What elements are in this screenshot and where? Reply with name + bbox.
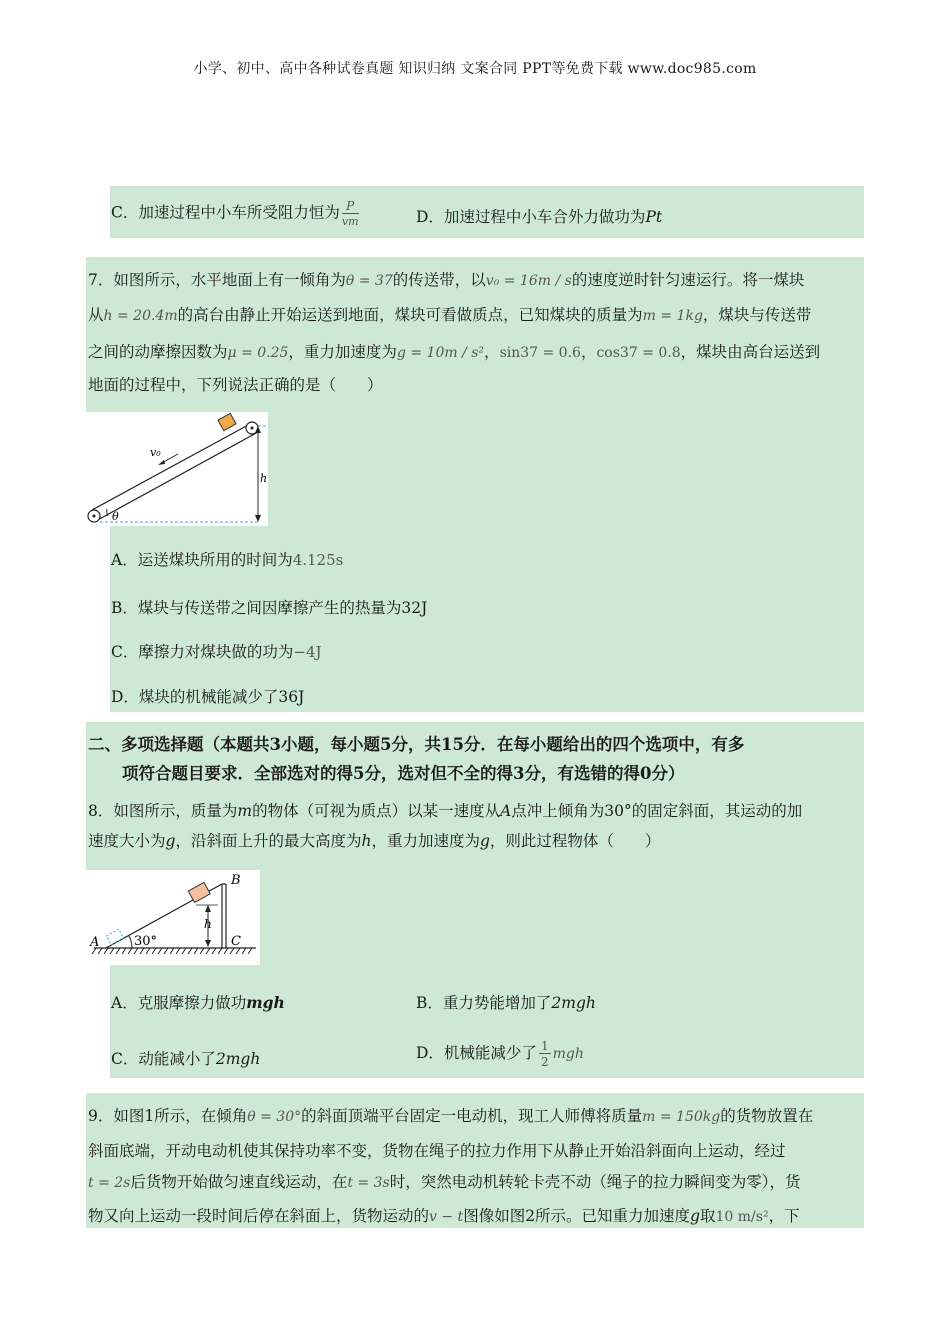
q8-option-d-fraction: $\frac{1}{2}$ [540,1039,549,1069]
q7-option-b: B．煤块与传送带之间因摩擦产生的热量为32J [111,599,428,617]
section-2-title-line-2: 项符合题目要求．全部选对的得5分，选对但不全的得3分，有选错的得0分） [122,764,685,783]
q7-line-2: 从h = 20.4m的高台由静止开始运送到地面，煤块可看做质点，已知煤块的质量为m = 1kg，煤块与传送带 [88,306,812,324]
q9-line-3: t = 2s后货物开始做匀速直线运动，在t = 3s时，突然电动机转轮卡壳不动（绳子的拉力瞬间变为零），货 [88,1173,801,1191]
fig-label-h: h [204,917,212,931]
fig-label-v0: v₀ [150,446,161,459]
q7-line-1: 7．如图所示，水平地面上有一倾角为θ = 37的传送带，以v₀ = 16m / s的速度逆时针匀速运行。将一煤块 [88,271,805,289]
q9-line-2: 斜面底端，开动电动机使其保持功率不变，货物在绳子的拉力作用下从静止开始沿斜面向上运动，经过 [88,1142,786,1160]
page-header: 小学、初中、高中各种试卷真题 知识归纳 文案合同 PPT等免费下载 www.doc985.com [193,61,757,77]
q8-option-c: C．动能减小了2mgh [111,1050,261,1068]
q7-line-3: 之间的动摩擦因数为μ = 0.25，重力加速度为g = 10m / s²，sin37 = 0.6，cos37 = 0.8，煤块由高台运送到 [88,343,821,361]
q8-line-2: 速度大小为g，沿斜面上升的最大高度为h，重力加速度为g，则此过程物体（ ） [88,832,661,850]
q8-line-1: 8．如图所示，质量为m的物体（可视为质点）以某一速度从A点冲上倾角为30°的固定斜面，其运动的加 [88,802,803,820]
q6-option-c: C．加速过程中小车所受阻力恒为 $\frac{P}{vm}$ [111,199,359,228]
q8-option-d: D．机械能减少了 $\frac{1}{2}$ mgh [416,1039,584,1069]
q7-option-c: C．摩擦力对煤块做的功为−4J [111,643,322,661]
fig-label-b: B [231,873,241,888]
fig-label-a: A [90,935,100,950]
q9-line-4: 物又向上运动一段时间后停在斜面上，货物运动的v − t图像如图2所示。已知重力加速度g取10 m/s²，下 [88,1207,800,1225]
q8-incline-figure [86,870,260,965]
fig-label-c: C [231,934,241,949]
fig-label-h: h [260,472,268,485]
fig-label-theta: θ [112,510,119,523]
q6-option-d: D．加速过程中小车合外力做功为Pt [416,208,663,226]
q7-conveyor-figure [86,412,268,526]
q6-option-c-fraction: $\frac{P}{vm}$ [341,199,359,228]
q8-option-b: B．重力势能增加了2mgh [416,994,596,1012]
fig-label-angle: 30° [134,934,158,949]
q8-option-a: A．克服摩擦力做功mgh [111,993,285,1012]
q7-option-a: A．运送煤块所用的时间为4.125s [111,551,344,569]
q7-option-d: D．煤块的机械能减少了36J [111,688,305,706]
section-2-title-line-1: 二、多项选择题（本题共3小题，每小题5分，共15分．在每小题给出的四个选项中，有多 [88,735,745,754]
q9-line-1: 9．如图1所示，在倾角θ = 30°的斜面顶端平台固定一电动机，现工人师傅将质量m = 150kg的货物放置在 [88,1107,814,1125]
q7-line-4: 地面的过程中，下列说法正确的是（ ） [88,376,383,394]
